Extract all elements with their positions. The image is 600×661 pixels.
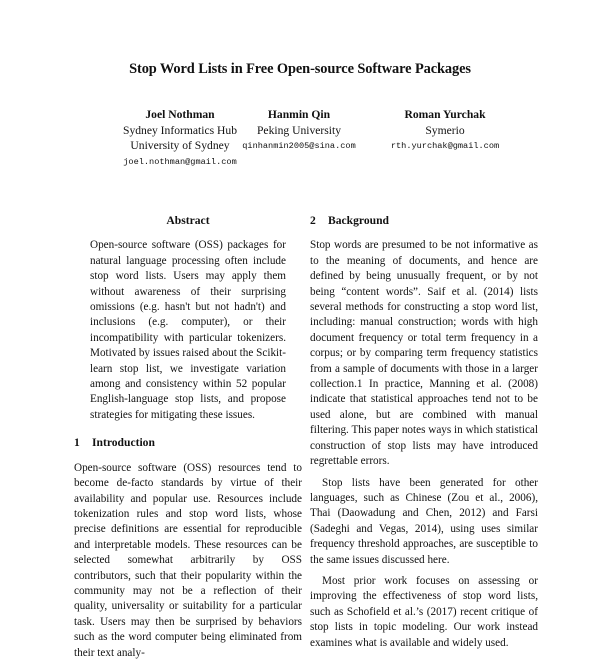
author-block: [214, 107, 384, 154]
section-heading: [74, 435, 302, 450]
author-email: joel.nothman@gmail.com: [123, 156, 237, 167]
author-email: rth.yurchak@gmail.com: [390, 141, 500, 151]
paragraph: Stop lists have been generated for other languages, such as Chinese (Zou et al., 2006), Thai (Daowadung and Chen, 2012) and Farsi (Sadeghi and Vegas, 2014), using uses similar frequency threshold approaches, are susceptible to the same issues discussed here.: [310, 476, 538, 566]
section-title: Introduction: [92, 436, 155, 450]
paragraph: Open-source software (OSS) resources tend to become de-facto standards by virtue of their availability and popular use. Resources include tokenization rules and stop word lists, whose precise definitions are essential for reproducible and interpretable models. These resources can be selected somewhat arbitrarily by OSS contributors, such that their popularity within the community may not be a reflection of their quality, universality or suitability for a particular task. Users may then be surprised by behaviors such as the word computer being eliminated from their text analy-: [74, 461, 302, 659]
section-heading: [310, 213, 538, 228]
section-number: 2: [310, 214, 316, 227]
paragraph: Most prior work focuses on assessing or improving the effectiveness of stop word lists, such as Schofield et al.’s (2017) recent critique of stop lists in topic modeling. Our work instead examines what is available and widely used.: [310, 574, 538, 649]
abstract: [74, 213, 302, 423]
paper-title: Stop Word Lists in Free Open-source Software Packages: [129, 61, 471, 77]
author-affiliation: Sydney Informatics Hub: [123, 123, 237, 137]
author-affiliation: Peking University: [256, 123, 342, 137]
section-number: 1: [74, 436, 80, 450]
author-email: qinhanmin2005@sina.com: [242, 141, 356, 151]
author-name: Joel Nothman: [145, 108, 215, 121]
right-column: [310, 213, 538, 651]
author-name: Hanmin Qin: [267, 108, 331, 121]
section-title: Background: [328, 214, 389, 227]
author-affiliation: University of Sydney: [130, 139, 230, 152]
author-block: [360, 107, 530, 154]
author-name: Roman Yurchak: [404, 108, 486, 121]
paragraph: Stop words are presumed to be not informative as to the meaning of documents, and hence are defined by being unusually frequent, or by not being “content words”. Saif et al. (2014) lists several methods for constructing a stop word list, including: manual construction; words with high document frequency or total term frequency in a corpus; or by comparing term frequency statistics from a sample of documents with those in a larger collection.1 In practice, Manning et al. (2008) indicate that statistical approaches tend not to be used alone, but are combined with manual filtering. This paper notes ways in which statistical construction of stop lists may have introduced regrettable errors.: [310, 239, 538, 468]
left-column: [74, 213, 302, 661]
author-affiliation: Symerio: [425, 123, 465, 137]
abstract-heading: Abstract: [166, 214, 210, 227]
abstract-text: Open-source software (OSS) packages for natural language processing often include stop word lists. Users may apply them without awareness of their surprising omissions (e.g. hasn't but not hadn't) and inclusions (e.g. computer), or their incompatibility with particular tokenizers. Motivated by issues raised about the Scikit-learn stop list, we investigate variation among and consistency within 52 popular English-language stop lists, and propose strategies for mitigating these issues.: [90, 239, 286, 421]
